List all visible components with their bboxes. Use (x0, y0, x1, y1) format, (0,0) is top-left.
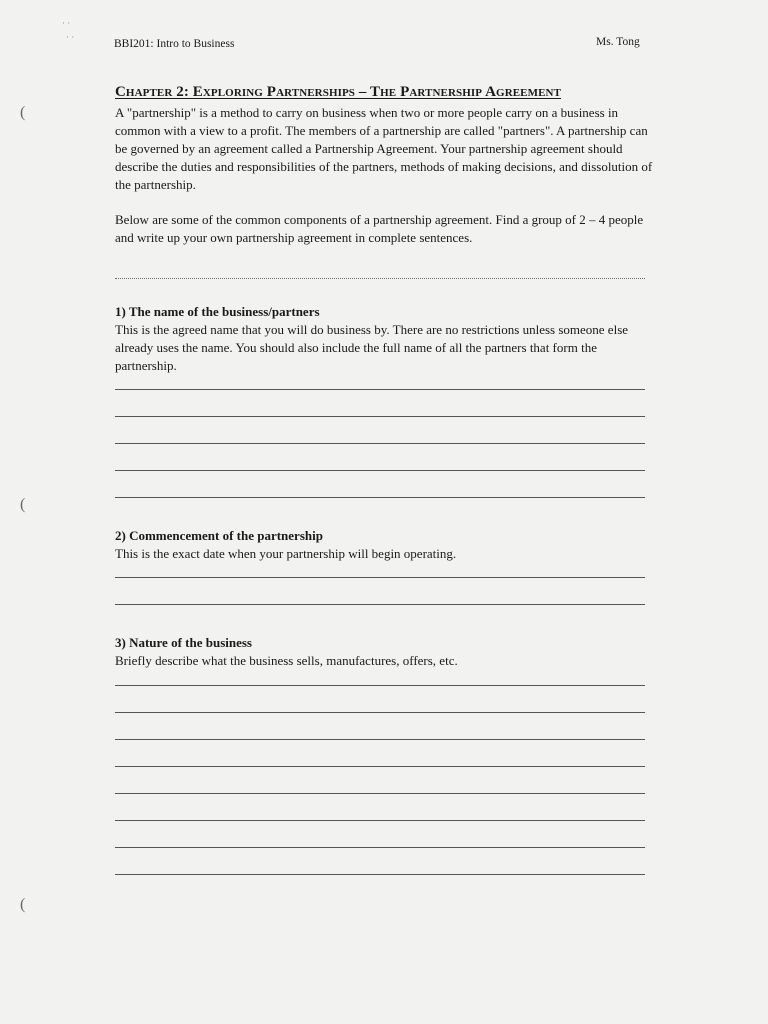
section-description: This is the exact date when your partnership will begin operating. (115, 546, 457, 561)
section-heading: 2) Commencement of the partnership (115, 528, 323, 543)
course-code: BBI201: Intro to Business (114, 38, 235, 50)
section-business-name (115, 303, 655, 375)
answer-line[interactable] (115, 470, 645, 471)
answer-line[interactable] (115, 604, 645, 605)
instructions-paragraph: Below are some of the common components of a partnership agreement. Find a group of 2 – 4 people and write up your own partnership agreement in complete sentences. (115, 212, 644, 245)
scan-speck: · · (62, 18, 71, 28)
section-divider (115, 278, 645, 279)
intro-paragraph: A "partnership" is a method to carry on business when two or more people carry on a business in common with a view to a profit. The members of a partnership are called "partners". A partnership can be governed by an agreement called a Partnership Agreement. Your partnership agreement should describe the duties and responsibilities of the partners, methods of making decisions, and dissolution of the partnership. (115, 105, 653, 192)
answer-line[interactable] (115, 847, 645, 848)
section-heading: 3) Nature of the business (115, 635, 252, 650)
answer-line[interactable] (115, 874, 645, 875)
answer-line[interactable] (115, 577, 645, 578)
teacher-name: Ms. Tong (596, 36, 640, 48)
section-nature-of-business (115, 634, 655, 670)
section-heading: 1) The name of the business/partners (115, 304, 320, 319)
answer-line[interactable] (115, 712, 645, 713)
hole-punch-mark: ( (20, 496, 26, 513)
answer-line[interactable] (115, 766, 645, 767)
page-title: Chapter 2: Exploring Partnerships – The Partnership Agreement (115, 84, 562, 100)
hole-punch-mark: ( (20, 104, 26, 121)
section-description: This is the agreed name that you will do business by. There are no restrictions unless someone else already uses the name. You should also include the full name of all the partners that form the partnership. (115, 322, 629, 373)
answer-line[interactable] (115, 739, 645, 740)
answer-line[interactable] (115, 416, 645, 417)
scan-speck: · · (66, 32, 75, 42)
answer-line[interactable] (115, 793, 645, 794)
section-commencement (115, 527, 655, 563)
answer-line[interactable] (115, 389, 645, 390)
answer-line[interactable] (115, 685, 645, 686)
answer-line[interactable] (115, 497, 645, 498)
answer-line[interactable] (115, 820, 645, 821)
hole-punch-mark: ( (20, 896, 26, 913)
answer-line[interactable] (115, 443, 645, 444)
section-description: Briefly describe what the business sells, manufactures, offers, etc. (115, 653, 458, 668)
